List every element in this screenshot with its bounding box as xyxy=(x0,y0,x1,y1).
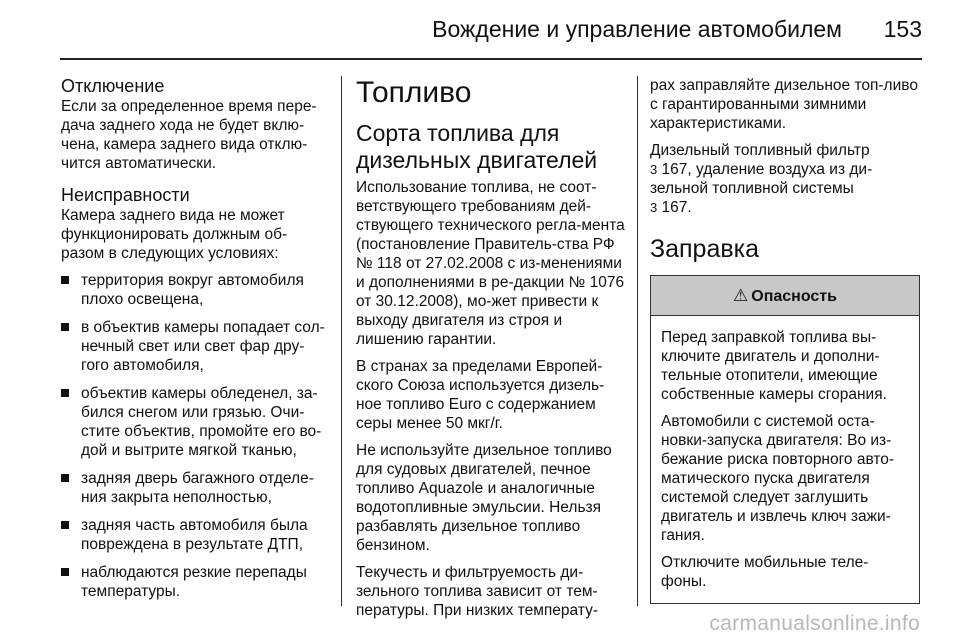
bullet-square-icon xyxy=(61,323,69,331)
list-item: территория вокруг автомобиля плохо освещена, xyxy=(61,271,329,309)
column-divider-left xyxy=(341,76,342,606)
danger-title: Опасность xyxy=(751,288,837,305)
list-item: в объектив камеры попадает сол-нечный свет или свет фар дру-гого автомобиля, xyxy=(61,318,329,375)
list-item: задняя дверь багажного отделе-ния закрыта неполностью, xyxy=(61,469,329,507)
page-reference-icon: 3 xyxy=(650,162,658,177)
page-number: 153 xyxy=(883,16,922,42)
danger-header xyxy=(651,276,919,316)
page-header xyxy=(0,0,960,62)
fuel-paragraph: Текучесть и фильтруемость ди-зельного топлива зависит от тем-пературы. При низких температу- xyxy=(356,564,598,619)
filter-reference xyxy=(650,141,920,217)
fuel-paragraph: Использование топлива, не соот-ветствующего требованиям дей-ствующего технического регла-мента (постановление Правитель-ства РФ № 118 от 27.02.2008 с из-менениями и дополнениями в ре-дакции № 1076 от 30.12.2008), мо-жет привести к выходу двигателя из строя и лишению гарантии. xyxy=(356,179,625,348)
bullet-square-icon xyxy=(61,474,69,482)
danger-paragraph: Автомобили с системой оста-новки-запуска двигателя: Во из-бежание риска повторного авто-матического пуска двигателя системой следует заглушить двигатель и извлечь ключ зажи-гания. xyxy=(661,413,895,544)
bullet-square-icon xyxy=(61,521,69,529)
fuel-paragraph: В странах за пределами Европей-ского Союза используется дизель-ное топливо Euro с содержанием серы менее 50 мкг/г. xyxy=(356,358,605,432)
danger-paragraph: Перед заправкой топлива вы-ключите двигатель и дополни-тельные отопители, имеющие собственные камеры сгорания. xyxy=(661,329,887,403)
page-title: Вождение и управление автомобилем xyxy=(432,16,842,42)
bullet-square-icon xyxy=(61,276,69,284)
faults-list xyxy=(61,271,329,601)
bullet-square-icon xyxy=(61,389,69,397)
list-item: задняя часть автомобиля была повреждена в результате ДТП, xyxy=(61,516,329,554)
warning-triangle-icon: ⚠ xyxy=(733,286,749,305)
off-text: Если за определенное время пере-дача заднего хода не будет вклю-чена, камера заднего вида отклю-чится автоматически. xyxy=(61,98,317,172)
fuel-paragraph: Не используйте дизельное топливо для судовых двигателей, печное топливо Aquazole и аналогичные водотопливные эмульсии. Нельзя разбавлять дизельное топливо бензином. xyxy=(356,442,612,554)
middle-column xyxy=(356,76,626,628)
reference-link[interactable]: 167, удаление воздуха из ди-зельной топливной системы xyxy=(650,161,873,197)
faults-heading: Неисправности xyxy=(61,185,190,205)
danger-body xyxy=(651,316,919,603)
watermark: carmanualsonline.info xyxy=(709,612,920,635)
page-reference-icon: 3 xyxy=(650,200,658,215)
list-item: объектив камеры обледенел, за-бился снегом или грязью. Очи-стите объектив, промойте его во-дой и вытрите мягкой тканью, xyxy=(61,384,329,460)
right-column xyxy=(650,76,920,604)
continued-text: рах заправляйте дизельное топ-ливо с гарантированными зимними характеристиками. xyxy=(650,77,918,132)
faults-section xyxy=(61,185,329,601)
off-section xyxy=(61,76,329,173)
off-heading: Отключение xyxy=(61,76,165,96)
reference-link[interactable]: 167. xyxy=(661,199,692,216)
fuel-heading: Топливо xyxy=(356,76,472,109)
header-divider xyxy=(60,58,922,60)
bullet-square-icon xyxy=(61,568,69,576)
faults-intro: Камера заднего вида не может функционировать должным об-разом в следующих условиях: xyxy=(61,207,288,262)
diesel-grades-heading: Сорта топлива для дизельных двигателей xyxy=(356,120,598,173)
filter-line: Дизельный топливный фильтр xyxy=(650,142,870,159)
refuel-heading: Заправка xyxy=(650,235,760,263)
left-column xyxy=(61,76,329,613)
column-divider-right xyxy=(637,76,638,606)
list-item: наблюдаются резкие перепады температуры. xyxy=(61,563,329,601)
danger-box xyxy=(650,275,920,604)
danger-paragraph: Отключите мобильные теле-фоны. xyxy=(661,554,869,590)
